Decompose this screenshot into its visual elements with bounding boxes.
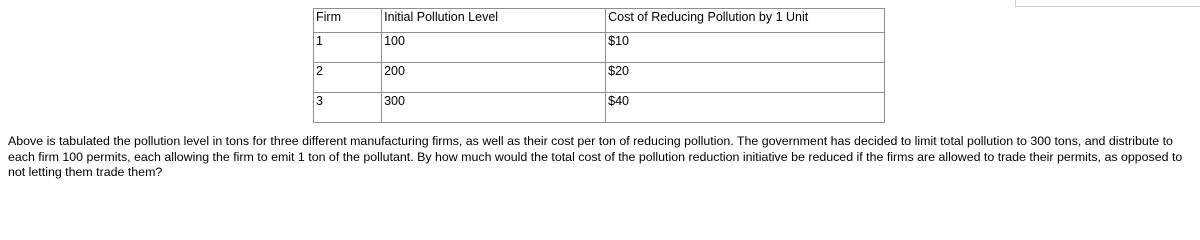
cell-firm: 2 [314, 63, 382, 93]
pollution-table [313, 8, 885, 123]
cell-cost: $20 [606, 63, 885, 93]
table-row [314, 63, 885, 93]
cell-level: 300 [382, 93, 606, 123]
cell-firm: 3 [314, 93, 382, 123]
question-text: Above is tabulated the pollution level in tons for three different manufacturing firms, as well as their cost per ton of reducing pollution. The government has decided to limit total pollution to 300 tons, and distribute to each firm 100 permits, each allowing the firm to emit 1 ton of the pollutant. By how much would the total cost of the pollution reduction initiative be reduced if the firms are allowed to trade their permits, as opposed to not letting them trade them? [8, 134, 1183, 179]
header-initial-pollution-level: Initial Pollution Level [382, 9, 606, 33]
table-header-row [314, 9, 885, 33]
header-firm: Firm [314, 9, 382, 33]
cell-cost: $40 [606, 93, 885, 123]
table-row [314, 33, 885, 63]
top-right-frame [1015, 0, 1200, 7]
cell-firm: 1 [314, 33, 382, 63]
table-row [314, 93, 885, 123]
cell-level: 200 [382, 63, 606, 93]
header-cost-of-reducing: Cost of Reducing Pollution by 1 Unit [606, 9, 885, 33]
cell-level: 100 [382, 33, 606, 63]
cell-cost: $10 [606, 33, 885, 63]
